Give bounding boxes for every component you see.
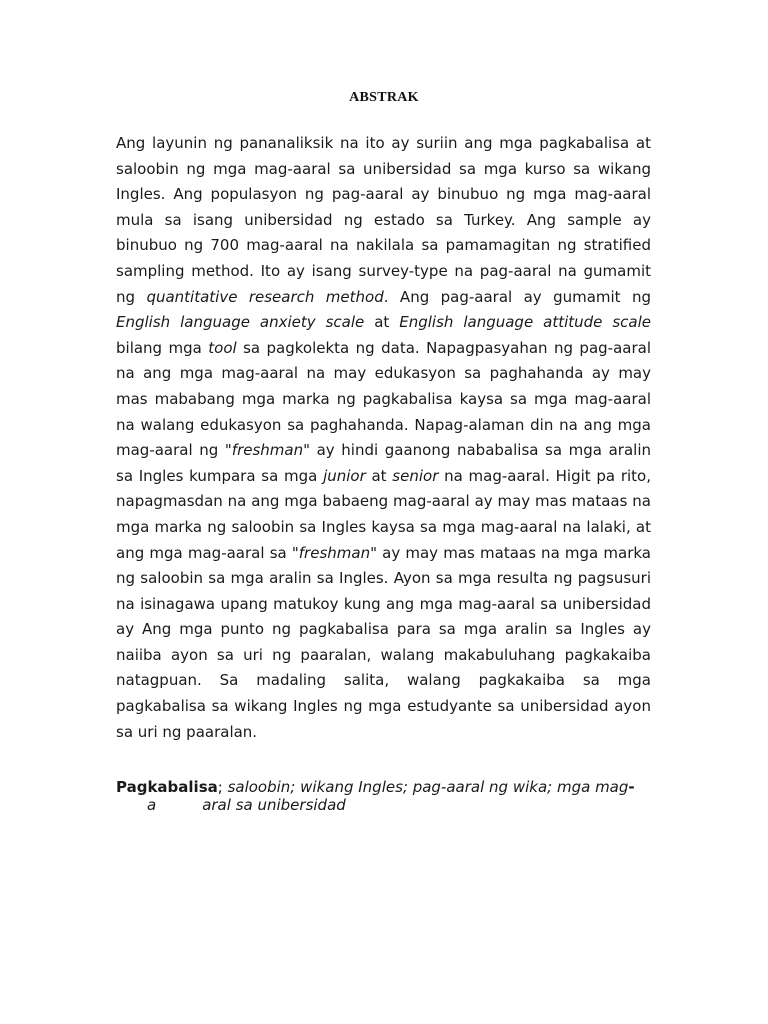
- abstract-paragraph: [116, 131, 651, 745]
- abstract-text-run: bilang mga: [116, 338, 209, 357]
- keyword-list: saloobin; wikang Ingles; pag-aaral ng wika; mga mag: [222, 778, 629, 796]
- keyword-lead: Pagkabalisa: [116, 778, 218, 796]
- abstract-italic-term: freshman: [298, 543, 371, 562]
- abstract-text-run: sa pagkolekta ng data. Napagpasyahan ng pag-aaral na ang mga mag-aaral na may edukasyon sa paghahanda ay may mas mababang mga marka ng pagkabalisa kaysa sa mga mag-aaral na walang edukasyon sa paghahanda. Napag-alaman din na ang mga mag-aaral ng ": [116, 338, 651, 460]
- abstract-text-run: Ang layunin ng pananaliksik na ito ay suriin ang mga pagkabalisa at saloobin ng mga mag-aaral sa unibersidad sa mga kurso sa wikang Ingles. Ang populasyon ng pag-aaral ay binubuo ng mga mag-aaral mula sa isang unibersidad ng estado sa Turkey. Ang sample ay binubuo ng 700 mag-aaral na nakilala sa pamamagitan ng stratified sampling method. Ito ay isang survey-type na pag-aaral na gumamit ng: [116, 134, 651, 306]
- abstract-italic-term: senior: [392, 466, 439, 485]
- abstract-text-run: at: [365, 466, 393, 485]
- abstract-text-run: " ay may mas mataas na mga marka ng saloobin sa mga aralin sa Ingles. Ayon sa mga resulta ng pagsusuri na isinagawa upang matukoy kung ang mga mag-aaral sa unibersidad ay Ang mga punto ng pagkabalisa para sa mga aralin sa Ingles ay naiiba ayon sa uri ng paaralan, walang makabuluhang pagkakaiba natagpuan. Sa madaling salita, walang pagkakaiba sa mga pagkabalisa sa wikang Ingles ng mga estudyante sa unibersidad ayon sa uri ng paaralan.: [116, 543, 651, 741]
- abstract-text-run: . Ang pag-aaral ay gumamit ng: [383, 287, 651, 306]
- abstract-text-run: " ay hindi gaanong nababalisa sa mga aralin sa Ingles kumpara sa mga: [116, 441, 651, 485]
- keyword-hyphen: -: [628, 778, 635, 796]
- abstract-text-run: at: [364, 313, 400, 332]
- keyword-list-continuation: [116, 796, 651, 814]
- abstract-italic-term: freshman: [231, 441, 304, 460]
- abstract-italic-term: junior: [323, 466, 366, 485]
- abstract-italic-term: English language anxiety scale: [116, 313, 365, 332]
- keyword-separator: ;: [217, 778, 223, 796]
- abstract-text-run: na mag-aaral. Higit pa rito, napagmasdan na ang mga babaeng mag-aaral ay may mas mataas na mga marka ng saloobin sa Ingles kaysa sa mga mag-aaral na lalaki, at ang mga mag-aaral sa ": [116, 466, 651, 562]
- abstract-italic-term: quantitative research method: [146, 287, 384, 306]
- abstract-italic-term: tool: [208, 338, 237, 357]
- abstract-title: ABSTRAK: [349, 90, 419, 105]
- keyword-fragment-b: aral sa unibersidad: [202, 796, 346, 814]
- abstract-italic-term: English language attitude scale: [399, 313, 652, 332]
- keywords-line: [116, 778, 651, 814]
- keyword-fragment-a: a: [147, 796, 157, 814]
